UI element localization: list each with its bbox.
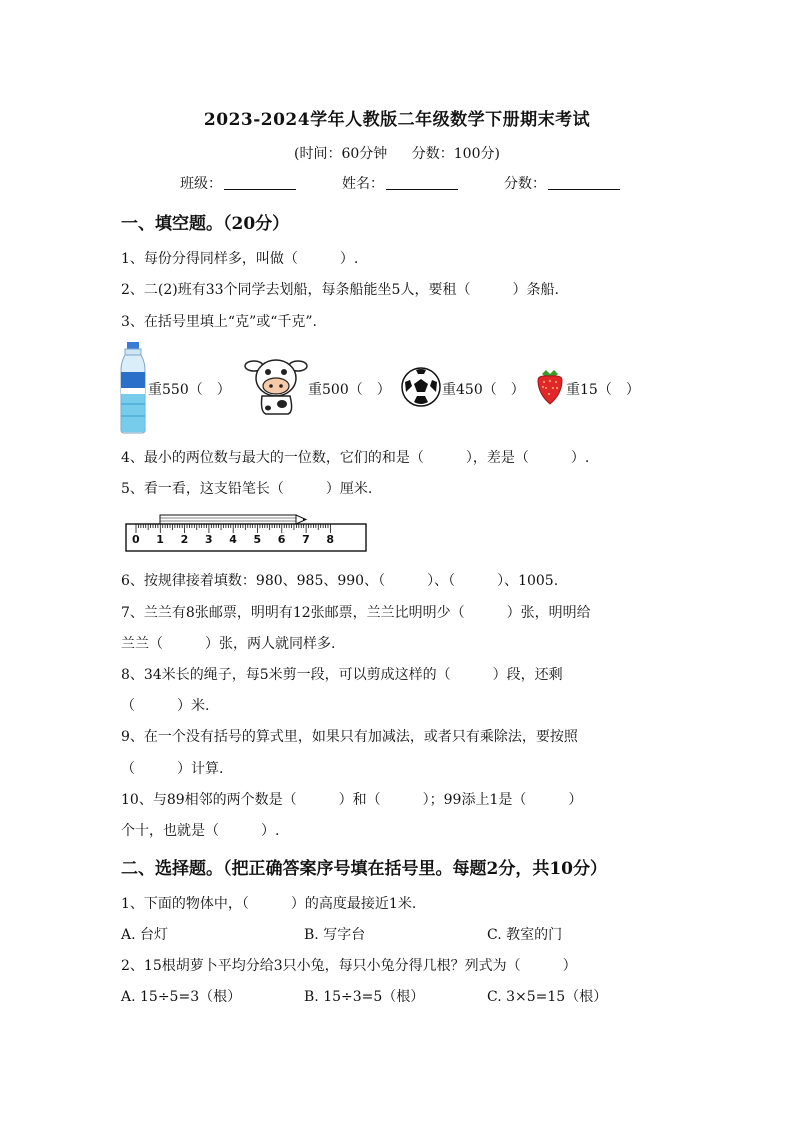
- section2-heading: 二、选择题。（把正确答案序号填在括号里。每题2分，共10分）: [121, 859, 607, 879]
- exam-subtitle: [0, 143, 794, 163]
- s1-q8-part1: 8、34米长的绳子，每5米剪一段，可以剪成这样的（ ）段，还剩: [121, 667, 563, 683]
- student-info-row: [180, 173, 620, 193]
- q3-item-label: 重450（ ）: [442, 382, 525, 398]
- s1-q4: 4、最小的两位数与最大的一位数，它们的和是（ ），差是（ ）.: [121, 450, 590, 466]
- s1-q6: 6、按规律接着填数：980、985、990、（ ）、（ ）、1005.: [121, 573, 559, 589]
- class-field[interactable]: [180, 173, 296, 193]
- class-blank[interactable]: [224, 175, 296, 190]
- s1-q3: 3、在括号里填上“克”或“千克”.: [121, 314, 317, 330]
- score-blank[interactable]: [548, 175, 620, 190]
- s1-q8-part2: （ ）米.: [121, 698, 210, 714]
- ruler-number: 7: [302, 533, 310, 546]
- score-label: 分数：: [504, 176, 546, 192]
- ruler-number: 4: [229, 533, 237, 546]
- soccer-ball-icon: [400, 366, 442, 458]
- s2-q2-option-c[interactable]: C. 3×5=15（根）: [487, 989, 608, 1005]
- ruler-with-pencil: [124, 510, 369, 555]
- s1-q1: 1、每份分得同样多，叫做（ ）.: [121, 251, 359, 267]
- ruler-number: 6: [277, 533, 286, 546]
- score-field[interactable]: [504, 173, 620, 193]
- pencil-icon: [160, 515, 306, 524]
- section1-heading: 一、填空题。（20分）: [121, 214, 290, 234]
- s1-q5: 5、看一看，这支铅笔长（ ）厘米.: [121, 481, 373, 497]
- name-blank[interactable]: [386, 175, 458, 190]
- water-bottle-icon: [118, 342, 148, 434]
- s2-q1-option-b[interactable]: B. 写字台: [304, 927, 366, 943]
- q3-item-label: 重500（ ）: [308, 382, 391, 398]
- cow-icon: [244, 352, 308, 444]
- ruler-number: 5: [253, 533, 262, 546]
- ruler-number: 2: [180, 533, 189, 546]
- q3-item-label: 重550（ ）: [148, 382, 231, 398]
- exam-total-score: 分数：100分): [411, 146, 500, 162]
- s2-q2: 2、15根胡萝卜平均分给3只小兔，每只小兔分得几根？列式为（ ）: [121, 958, 577, 974]
- ruler-number: 3: [204, 533, 213, 546]
- ruler-number: 8: [326, 533, 335, 546]
- s2-q1-option-c[interactable]: C. 教室的门: [487, 927, 563, 943]
- s1-q7-part2: 兰兰（ ）张，两人就同样多.: [121, 636, 336, 652]
- q3-item-label: 重15（ ）: [566, 382, 640, 398]
- s2-q1-option-a[interactable]: A. 台灯: [121, 927, 169, 943]
- q3-image-row: [118, 342, 678, 434]
- s1-q10-part2: 个十，也就是（ ）.: [121, 823, 280, 839]
- s1-q7-part1: 7、兰兰有8张邮票，明明有12张邮票，兰兰比明明少（ ）张，明明给: [121, 605, 591, 621]
- s2-q2-option-b[interactable]: B. 15÷3=5（根）: [304, 989, 425, 1005]
- ruler-number: 1: [156, 533, 164, 546]
- class-label: 班级：: [180, 176, 222, 192]
- s1-q9-part1: 9、在一个没有括号的算式里，如果只有加减法，或者只有乘除法，要按照: [121, 729, 578, 745]
- s1-q2: 2、二(2)班有33个同学去划船，每条船能坐5人，要租（ ）条船.: [121, 282, 559, 298]
- name-field[interactable]: [342, 173, 458, 193]
- s1-q10-part1: 10、与89相邻的两个数是（ ）和（ ）；99添上1是（ ）: [121, 792, 583, 808]
- exam-title: 2023-2024学年人教版二年级数学下册期末考试: [203, 110, 591, 130]
- s2-q1: 1、下面的物体中，（ ）的高度最接近1米.: [121, 896, 417, 912]
- name-label: 姓名：: [342, 176, 384, 192]
- s2-q2-option-a[interactable]: A. 15÷5=3（根）: [121, 989, 242, 1005]
- ruler-number: 0: [132, 533, 140, 546]
- exam-time: (时间：60分钟: [294, 146, 388, 162]
- s1-q9-part2: （ ）计算.: [121, 761, 224, 777]
